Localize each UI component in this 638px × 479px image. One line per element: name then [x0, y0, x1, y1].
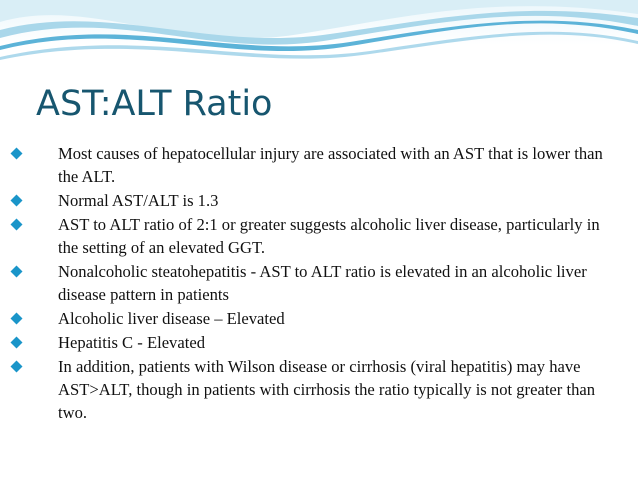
- bullet-list: [10, 142, 610, 425]
- list-item: [10, 260, 610, 306]
- diamond-bullet-icon: [10, 312, 23, 325]
- bullet-text: Hepatitis C - Elevated: [58, 333, 205, 352]
- bullet-text: Most causes of hepatocellular injury are associated with an AST that is lower than the ALT.: [58, 144, 603, 186]
- bullet-text: Normal AST/ALT is 1.3: [58, 191, 219, 210]
- wave-banner-decoration: [0, 0, 638, 80]
- bullet-text: AST to ALT ratio of 2:1 or greater suggests alcoholic liver disease, particularly in the setting of an elevated GGT.: [58, 215, 600, 257]
- diamond-bullet-icon: [10, 147, 23, 160]
- list-item: [10, 331, 610, 354]
- slide-title: AST:ALT Ratio: [36, 84, 273, 124]
- list-item: [10, 213, 610, 259]
- diamond-bullet-icon: [10, 265, 23, 278]
- bullet-text: In addition, patients with Wilson disease or cirrhosis (viral hepatitis) may have AST>ALT, though in patients with cirrhosis the ratio typically is not greater than two.: [58, 357, 596, 422]
- list-item: [10, 189, 610, 212]
- diamond-bullet-icon: [10, 360, 23, 373]
- list-item: [10, 355, 610, 424]
- diamond-bullet-icon: [10, 194, 23, 207]
- list-item: [10, 307, 610, 330]
- bullet-text: Nonalcoholic steatohepatitis - AST to ALT ratio is elevated in an alcoholic liver disease pattern in patients: [58, 262, 587, 304]
- diamond-bullet-icon: [10, 336, 23, 349]
- bullet-text: Alcoholic liver disease – Elevated: [58, 309, 285, 328]
- diamond-bullet-icon: [10, 218, 23, 231]
- list-item: [10, 142, 610, 188]
